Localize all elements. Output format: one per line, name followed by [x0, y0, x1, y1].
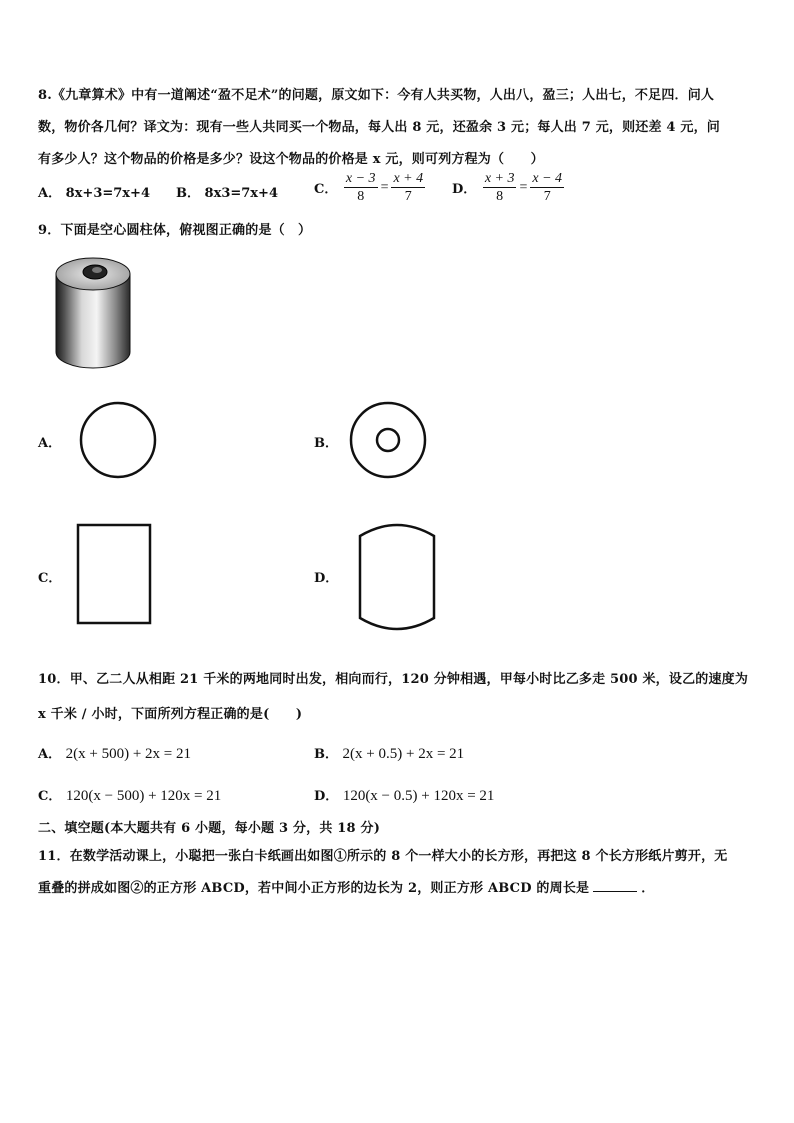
q8-option-c-numerator-left: x − 3	[345, 171, 376, 186]
q10-option-d[interactable]	[314, 785, 494, 805]
q8-option-d-denominator-right: 7	[543, 189, 551, 204]
q8-option-c[interactable]	[314, 170, 427, 205]
q8-option-c-denominator-left: 8	[357, 189, 365, 204]
q8-option-b-label: B．	[176, 186, 200, 201]
q8-line-3: 有多少人？这个物品的价格是多少？设这个物品的价格是 x 元，则可列方程为（ ）	[38, 152, 544, 167]
q8-option-c-label: C．	[314, 182, 338, 197]
q10-option-b-label: B．	[314, 747, 338, 762]
q8-option-b[interactable]	[176, 182, 278, 201]
hollow-cylinder-figure	[50, 248, 136, 372]
q8-option-a-label: A．	[38, 186, 62, 201]
q9-option-c-label[interactable]: C．	[38, 571, 62, 586]
q8-option-d-numerator-right: x − 4	[532, 171, 563, 186]
q8-option-d-numerator-left: x + 3	[484, 171, 515, 186]
q8-option-d-equals: =	[519, 179, 528, 195]
q8-option-d-denominator-left: 8	[496, 189, 504, 204]
q10-option-b[interactable]	[314, 743, 464, 763]
q10-option-d-label: D．	[314, 789, 339, 804]
q11-line-2	[38, 877, 654, 896]
q10-option-c[interactable]	[38, 785, 221, 805]
q10-line-2: x 千米 / 小时，下面所列方程正确的是( )	[38, 707, 303, 722]
q10-option-c-text: 120(x − 500) + 120x = 21	[65, 788, 222, 804]
q9-option-b-ring-figure[interactable]	[348, 400, 428, 480]
q9-option-d-label[interactable]: D．	[314, 571, 339, 586]
q9-stem: 9．下面是空心圆柱体，俯视图正确的是（ ）	[38, 223, 312, 238]
q11-line-2-end: ．	[641, 881, 655, 896]
q8-option-c-denominator-right: 7	[404, 189, 412, 204]
q9-option-d-cylinder-front-figure[interactable]	[356, 514, 438, 640]
q11-answer-blank[interactable]	[593, 879, 637, 892]
q11-line-1: 11．在数学活动课上，小聪把一张白卡纸画出如图①所示的 8 个一样大小的长方形，再把这 8 个长方形纸片剪开，无	[38, 849, 728, 864]
q9-option-a-label[interactable]: A．	[38, 436, 62, 451]
q10-option-a[interactable]	[38, 743, 191, 763]
q9-option-a-circle-figure[interactable]	[78, 400, 158, 480]
q11-line-2-text: 重叠的拼成如图②的正方形 ABCD，若中间小正方形的边长为 2，则正方形 ABCD 的周长是	[38, 881, 590, 896]
q10-option-a-label: A．	[38, 747, 62, 762]
q10-option-d-text: 120(x − 0.5) + 120x = 21	[342, 788, 495, 804]
q8-option-a[interactable]	[38, 182, 150, 201]
q8-option-c-numerator-right: x + 4	[393, 171, 424, 186]
q9-option-c-rectangle-figure[interactable]	[76, 523, 154, 627]
q8-option-c-fraction-left	[344, 170, 378, 205]
q8-option-d[interactable]	[452, 170, 566, 205]
q8-option-c-equals: =	[380, 179, 389, 195]
q9-option-b-label[interactable]: B．	[314, 436, 338, 451]
q8-option-c-fraction-right	[391, 170, 425, 205]
q8-line-1: 8.《九章算术》中有一道阐述“盈不足术”的问题，原文如下：今有人共买物，人出八，盈三；人出七，不足四．问人	[38, 88, 715, 103]
q10-option-c-label: C．	[38, 789, 62, 804]
q10-line-1: 10．甲、乙二人从相距 21 千米的两地同时出发，相向而行，120 分钟相遇，甲每小时比乙多走 500 米，设乙的速度为	[38, 672, 749, 687]
q8-option-a-text: 8x+3=7x+4	[65, 186, 150, 201]
section-heading-fill-in-blank: 二、填空题(本大题共有 6 小题，每小题 3 分，共 18 分)	[38, 821, 381, 836]
q8-line-2: 数，物价各几何？译文为：现有一些人共同买一个物品，每人出 8 元，还盈余 3 元；每人出 7 元，则还差 4 元，问	[38, 120, 720, 135]
q10-option-a-text: 2(x + 500) + 2x = 21	[65, 746, 191, 762]
q10-option-b-text: 2(x + 0.5) + 2x = 21	[342, 746, 465, 762]
q8-option-d-label: D．	[452, 182, 477, 197]
q8-option-d-fraction-right	[530, 170, 564, 205]
q8-option-d-fraction-left	[483, 170, 517, 205]
q8-option-b-text: 8x3=7x+4	[204, 186, 278, 201]
